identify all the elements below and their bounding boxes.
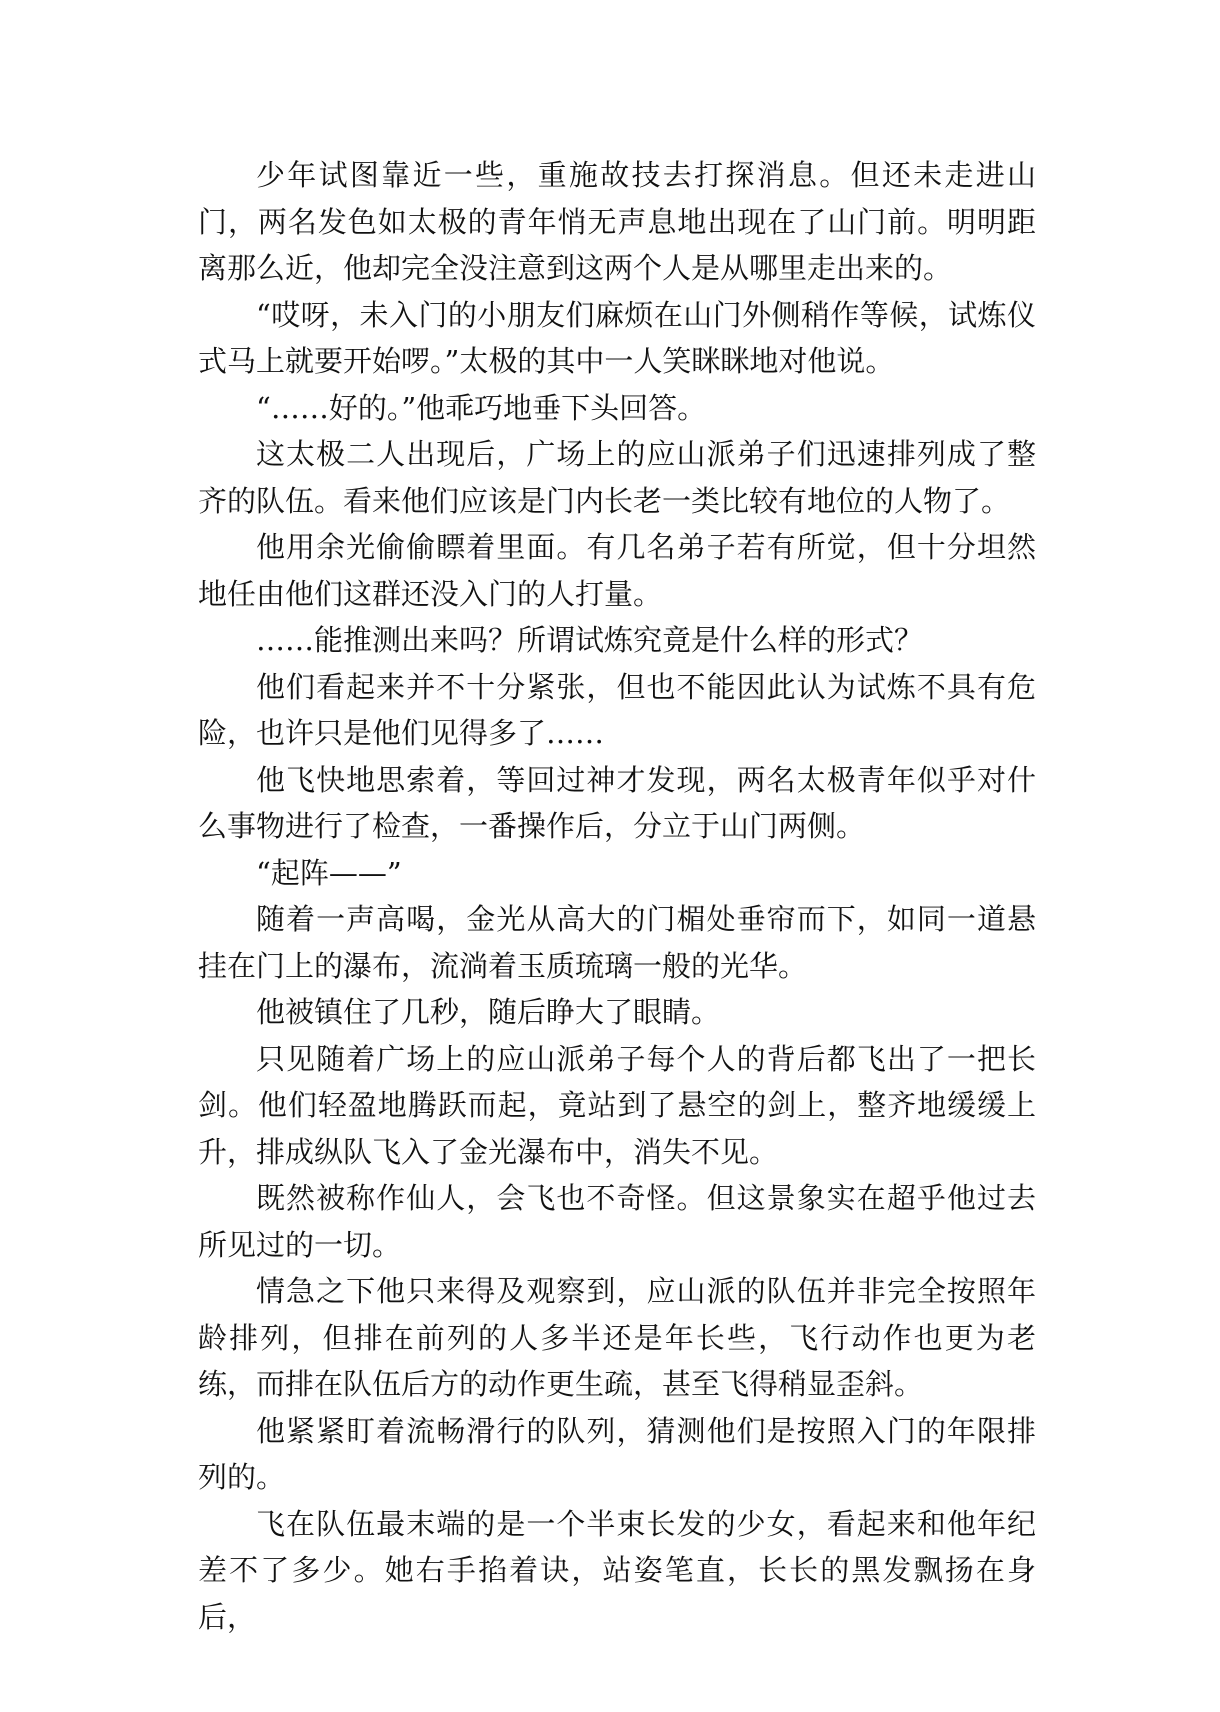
paragraph: 他们看起来并不十分紧张，但也不能因此认为试炼不具有危险，也许只是他们见得多了…… <box>198 669 1036 750</box>
paragraph: 既然被称作仙人，会飞也不奇怪。但这景象实在超乎他过去所见过的一切。 <box>198 1181 1036 1262</box>
paragraph: 少年试图靠近一些，重施故技去打探消息。但还未走进山门，两名发色如太极的青年悄无声息地出现在了山门前。明明距离那么近，他却完全没注意到这两个人是从哪里走出来的。 <box>198 158 1036 285</box>
paragraph: “起阵——” <box>256 855 402 890</box>
paragraph: 情急之下他只来得及观察到，应山派的队伍并非完全按照年龄排列，但排在前列的人多半还是年长些，飞行动作也更为老练，而排在队伍后方的动作更生疏，甚至飞得稍显歪斜。 <box>198 1274 1036 1401</box>
paragraph: 他紧紧盯着流畅滑行的队列，猜测他们是按照入门的年限排列的。 <box>198 1413 1036 1494</box>
paragraph: 他被镇住了几秒，随后睁大了眼睛。 <box>256 995 721 1029</box>
paragraph: 他飞快地思索着，等回过神才发现，两名太极青年似乎对什么事物进行了检查，一番操作后，分立于山门两侧。 <box>198 762 1036 843</box>
paragraph: “……好的。”他乖巧地垂下头回答。 <box>256 390 707 425</box>
paragraph: “哎呀，未入门的小朋友们麻烦在山门外侧稍作等候，试炼仪式马上就要开始啰。”太极的其中一人笑眯眯地对他说。 <box>198 297 1036 378</box>
paragraph: 这太极二人出现后，广场上的应山派弟子们迅速排列成了整齐的队伍。看来他们应该是门内长老一类比较有地位的人物了。 <box>198 437 1036 518</box>
paragraph: ……能推测出来吗？所谓试炼究竟是什么样的形式？ <box>256 623 924 657</box>
paragraph: 飞在队伍最末端的是一个半束长发的少女，看起来和他年纪差不了多少。她右手掐着诀，站姿笔直，长长的黑发飘扬在身后， <box>198 1506 1036 1634</box>
paragraph: 随着一声高喝，金光从高大的门楣处垂帘而下，如同一道悬挂在门上的瀑布，流淌着玉质琉璃一般的光华。 <box>198 902 1036 983</box>
paragraph: 只见随着广场上的应山派弟子每个人的背后都飞出了一把长剑。他们轻盈地腾跃而起，竟站到了悬空的剑上，整齐地缓缓上升，排成纵队飞入了金光瀑布中，消失不见。 <box>198 1041 1036 1169</box>
paragraph: 他用余光偷偷瞟着里面。有几名弟子若有所觉，但十分坦然地任由他们这群还没入门的人打量。 <box>198 530 1036 611</box>
body-text <box>198 152 1036 1640</box>
